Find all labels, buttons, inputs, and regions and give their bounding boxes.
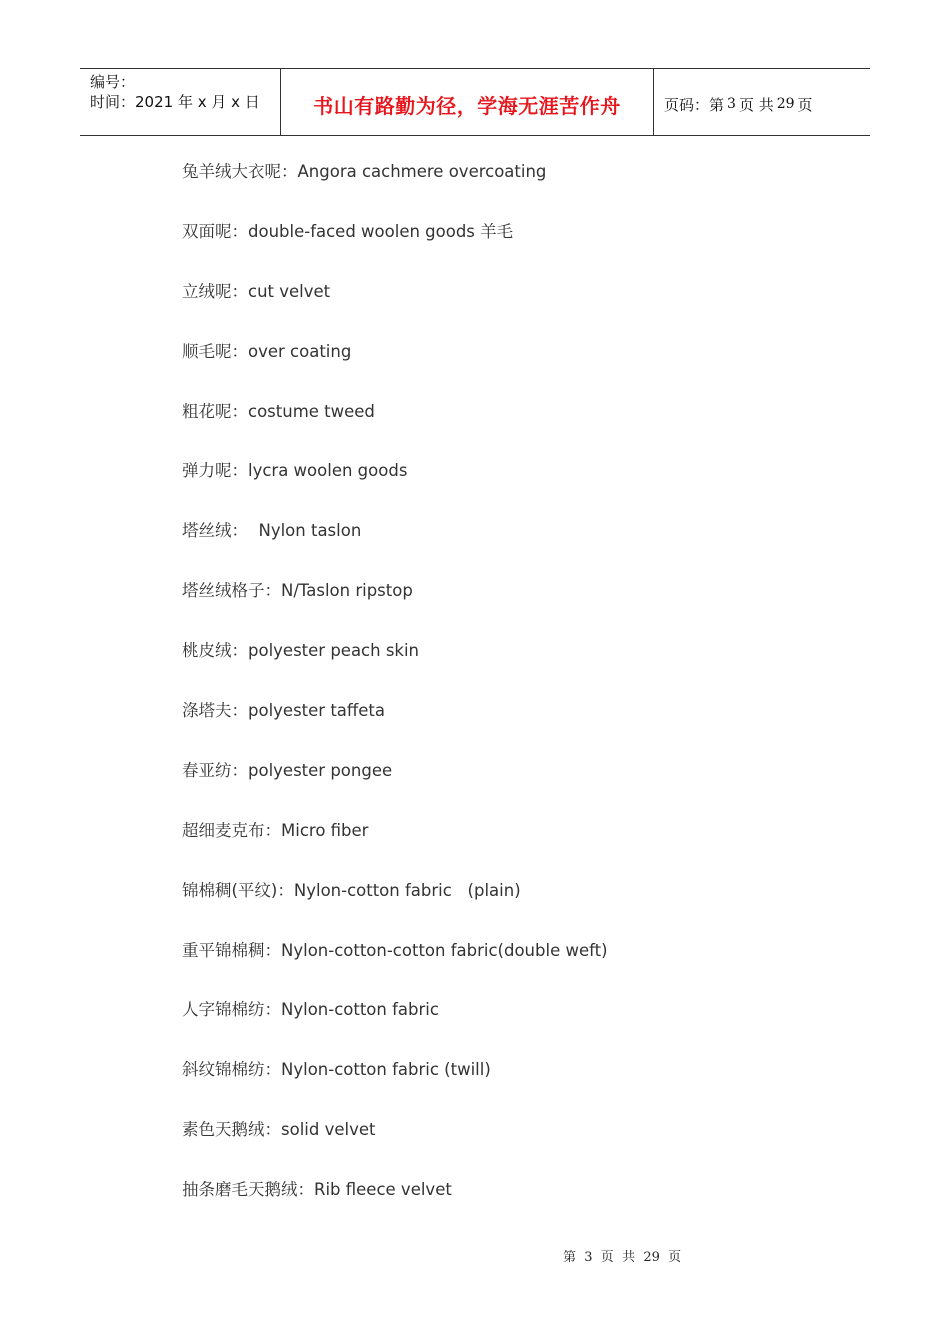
glossary-entry: 弹力呢：lycra woolen goods (182, 461, 408, 481)
glossary-entry: 塔丝绒： Nylon taslon (182, 521, 362, 541)
glossary-entry: 塔丝绒格子：N/Taslon ripstop (182, 581, 413, 601)
number-label: 编号： (90, 73, 136, 91)
time-label: 时间： (90, 93, 136, 111)
glossary-entry: 春亚纺：polyester pongee (182, 760, 393, 780)
glossary-entry: 涤塔夫：polyester taffeta (182, 701, 385, 721)
glossary-list (182, 160, 862, 1238)
glossary-entry: 斜纹锦棉纺：Nylon-cotton fabric (twill) (182, 1060, 491, 1080)
glossary-entry: 兔羊绒大衣呢：Angora cachmere overcoating (182, 162, 547, 181)
motto: 书山有路勤为径，学海无涯苦作舟 (313, 93, 621, 118)
glossary-entry: 重平锦棉稠：Nylon-cotton-cotton fabric(double weft) (182, 940, 608, 960)
glossary-entry: 顺毛呢：over coating (182, 341, 352, 361)
glossary-entry: 立绒呢：cut velvet (182, 281, 331, 301)
glossary-entry: 桃皮绒：polyester peach skin (182, 641, 420, 661)
time-line (90, 92, 280, 112)
page-mid: 页 共 (738, 95, 774, 114)
header-page-info (654, 69, 870, 135)
page-header (80, 68, 870, 136)
header-motto-cell (281, 69, 654, 135)
page-end: 页 (797, 95, 813, 114)
glossary-entry: 超细麦克布：Micro fiber (182, 820, 369, 840)
page-label: 页码：第 (664, 95, 725, 114)
page-total: 29 (776, 96, 795, 112)
glossary-entry: 人字锦棉纺：Nylon-cotton fabric (182, 1000, 439, 1020)
glossary-entry: 素色天鹅绒：solid velvet (182, 1120, 376, 1140)
time-value: 2021 年 x 月 x 日 (135, 93, 260, 111)
header-meta (80, 69, 281, 135)
glossary-entry: 抽条磨毛天鹅绒：Rib fleece velvet (182, 1180, 452, 1200)
footer-page-number: 第 3 页 共 29 页 (563, 1250, 682, 1265)
glossary-entry: 粗花呢：costume tweed (182, 401, 375, 421)
glossary-entry: 双面呢：double-faced woolen goods 羊毛 (182, 221, 514, 241)
page-current: 3 (727, 96, 736, 112)
glossary-entry: 锦棉稠(平纹)：Nylon-cotton fabric (plain) (182, 880, 521, 900)
